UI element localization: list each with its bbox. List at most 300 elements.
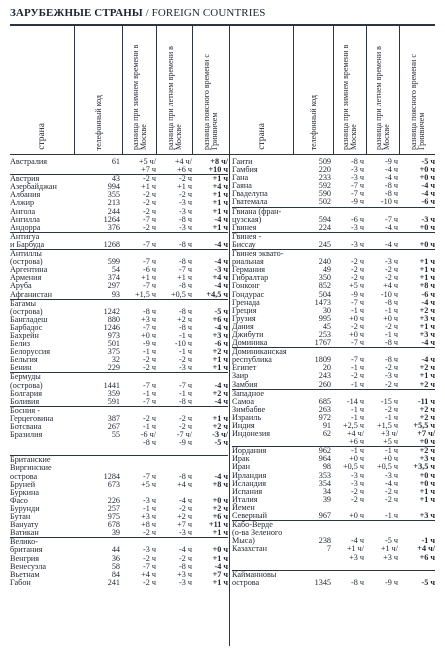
table-row	[232, 480, 435, 488]
cell-w: -7 ч	[351, 338, 364, 348]
cell-g: +1 ч	[212, 355, 228, 365]
cell-g: +1 ч	[212, 413, 228, 423]
cell-s: -2 ч	[385, 404, 398, 414]
cell-g: +5,5 ч	[413, 421, 435, 430]
cell-s: -2 ч	[179, 190, 192, 200]
cell-name: Ирландия	[232, 470, 267, 480]
cell-s: -4 ч	[179, 545, 192, 555]
cell-name: Ирак	[232, 454, 250, 464]
cell-name: Ангилла	[10, 214, 40, 224]
cell-name: Кабо-Верде	[232, 520, 273, 530]
cell-code: 233	[318, 173, 331, 183]
cell-s: -2 ч	[385, 494, 398, 504]
cell-w: -7 ч	[143, 561, 156, 571]
cell-w: +5 ч	[141, 479, 156, 489]
cell-name: Боливия	[10, 396, 40, 406]
cell-g: -4 ч	[214, 380, 228, 390]
cell-code: 591	[107, 396, 120, 406]
cell-g: +8 ч/	[210, 157, 228, 166]
cell-name: Бахрейн	[10, 330, 39, 340]
cell-g: -1 ч	[421, 536, 435, 546]
cell-w: -2 ч	[143, 577, 156, 587]
cell-w: -1 ч	[351, 412, 364, 422]
cell-s: -1 ч	[385, 305, 398, 315]
cell-name: Афганистан	[10, 289, 52, 299]
cell-s: -2 ч	[179, 553, 192, 563]
cell-code: 45	[322, 321, 331, 331]
cell-name: Италия	[232, 494, 258, 504]
cell-s: -8 ч	[385, 189, 398, 199]
title-ru: ЗАРУБЕЖНЫЕ СТРАНЫ	[10, 7, 143, 19]
cell-name: Кайманновы	[232, 569, 277, 579]
cell-code: 590	[318, 189, 331, 199]
cell-g: +0 ч	[212, 545, 228, 555]
cell-name: Антигуа	[10, 231, 40, 241]
cell-g: +4 ч	[212, 273, 228, 283]
cell-name: Западное	[232, 388, 265, 398]
cell-s: -2 ч	[179, 174, 192, 184]
table-row	[10, 579, 228, 587]
header-rule	[10, 154, 435, 155]
cell-name: Андорра	[10, 222, 41, 232]
cell-code: 852	[318, 281, 331, 291]
cell-s: -8 ч	[179, 257, 192, 267]
cell-g: +2 ч	[212, 422, 228, 431]
table-row	[10, 529, 228, 537]
cell-code: 267	[107, 422, 120, 431]
header-country-label: страна	[37, 123, 47, 150]
cell-s: -10 ч	[380, 197, 398, 207]
cell-code: 240	[318, 257, 331, 267]
cell-g: -5 ч	[214, 306, 228, 316]
cell-g: -5 ч	[421, 577, 435, 587]
cell-code: 592	[318, 181, 331, 191]
cell-name: Зимбабве	[232, 404, 266, 414]
cell-g: +6 ч	[419, 552, 435, 562]
cell-name: Гвинея -	[232, 231, 262, 241]
header-greenwich-left	[193, 26, 229, 154]
cell-name: Вьетнам	[10, 569, 40, 579]
cell-g: +1 ч	[419, 494, 435, 504]
table-row	[232, 315, 435, 323]
cell-code: 257	[107, 503, 120, 513]
cell-code: 1809	[314, 355, 331, 365]
title-en: FOREIGN COUNTRIES	[151, 7, 266, 19]
cell-code: 973	[107, 330, 120, 340]
cell-s: -2 ч	[385, 273, 398, 283]
cell-name: Гаити	[232, 157, 253, 166]
cell-name: Заир	[232, 371, 249, 381]
cell-name: Джибути	[232, 329, 264, 339]
cell-s: +7 ч	[177, 520, 192, 530]
cell-s: -8 ч	[385, 297, 398, 307]
table-row	[232, 406, 435, 414]
cell-name: Мыса)	[232, 536, 255, 546]
cell-code: 1441	[103, 380, 120, 390]
cell-name: Гибралтар	[232, 273, 269, 283]
cell-s: -3 ч	[179, 363, 192, 373]
cell-g: -6 ч	[214, 339, 228, 349]
table-row	[232, 339, 435, 347]
table-row	[10, 241, 228, 249]
cell-g: +3 ч	[419, 511, 435, 521]
cell-name: Бангладеш	[10, 314, 48, 324]
table-row	[10, 481, 228, 489]
cell-code: 1767	[314, 338, 331, 348]
cell-name: Северный	[232, 511, 268, 521]
cell-g: +8 ч	[212, 479, 228, 489]
cell-w: +0 ч	[349, 454, 364, 464]
cell-s: -3 ч	[179, 528, 192, 538]
table-row	[232, 430, 435, 438]
cell-name: Армения	[10, 273, 42, 283]
table-row	[10, 224, 228, 232]
cell-code: 30	[322, 305, 331, 315]
cell-w: -2 ч	[351, 486, 364, 496]
cell-w: -7 ч	[143, 471, 156, 481]
cell-s: +1 ч	[177, 182, 192, 192]
cell-code: 685	[318, 396, 331, 406]
cell-name: Буркина	[10, 487, 40, 497]
cell-name: Доминика	[232, 338, 268, 348]
table-row	[232, 562, 435, 570]
cell-name: Самоа	[232, 396, 255, 406]
cell-code: 49	[322, 265, 331, 275]
cell-code: 244	[107, 206, 120, 216]
cell-name: Индия	[232, 421, 255, 430]
table-row	[10, 364, 228, 372]
header-greenwich-label: разница поясного времени с Гринвичем	[408, 54, 426, 150]
cell-code: 43	[111, 174, 120, 184]
cell-s: -8 ч	[385, 338, 398, 348]
cell-s: +1 ч	[177, 273, 192, 283]
cell-g: +1 ч	[212, 174, 228, 184]
cell-w: -7 ч	[143, 257, 156, 267]
cell-s: +4 ч	[177, 479, 192, 489]
cell-name: Гваделупа	[232, 189, 268, 199]
cell-s: -2 ч	[385, 321, 398, 331]
cell-w: -8 ч	[143, 438, 156, 448]
cell-w: -1 ч	[351, 363, 364, 373]
cell-g: +2 ч	[419, 305, 435, 315]
table-row	[10, 166, 228, 174]
cell-name: риальная	[232, 257, 264, 267]
header-greenwich-label: разница поясного времени с Гринвичем	[202, 54, 219, 150]
header-winter-label: разница при зимнем времени в Москве	[341, 44, 358, 150]
header-winter-label: разница при зимнем времени в Москве	[130, 44, 148, 150]
cell-name: Казахстан	[232, 544, 268, 554]
cell-s: -2 ч	[179, 413, 192, 423]
cell-w: -3 ч	[143, 545, 156, 555]
cell-g: -4 ч	[214, 396, 228, 406]
cell-g: +1 ч	[212, 222, 228, 232]
header-country-right	[230, 26, 293, 154]
cell-w: -1 ч	[351, 404, 364, 414]
cell-name: Ангола	[10, 206, 36, 216]
table-left	[10, 158, 228, 587]
cell-code: 1345	[314, 577, 331, 587]
cell-w: -2 ч	[143, 355, 156, 365]
cell-w: -9 ч	[351, 197, 364, 207]
cell-code: 213	[107, 198, 120, 208]
cell-code: 994	[107, 182, 120, 192]
table-row	[232, 512, 435, 520]
cell-w: -3 ч	[351, 470, 364, 480]
cell-name: Иран	[232, 462, 251, 472]
cell-name: Аруба	[10, 281, 32, 291]
cell-s: -9 ч	[179, 438, 192, 448]
cell-name: Грузия	[232, 313, 256, 323]
cell-w: -2 ч	[351, 257, 364, 267]
table-row	[232, 381, 435, 389]
cell-code: 376	[107, 222, 120, 232]
cell-w: -1 ч	[351, 305, 364, 315]
cell-w: -7 ч	[351, 189, 364, 199]
cell-name: Гондурас	[232, 289, 265, 299]
cell-name: Бурунди	[10, 503, 40, 513]
cell-name: (острова)	[10, 306, 43, 316]
cell-g: +2 ч	[212, 388, 228, 398]
cell-code: 1284	[103, 471, 120, 481]
cell-w: +8 ч	[141, 520, 156, 530]
cell-name: британия	[10, 545, 43, 555]
cell-w: -7 ч	[351, 355, 364, 365]
cell-code: 673	[107, 479, 120, 489]
cell-name: Барбадос	[10, 322, 43, 332]
cell-w: -2 ч	[351, 321, 364, 331]
cell-name: Габон	[10, 577, 31, 587]
cell-g: +2 ч	[419, 412, 435, 422]
cell-g: -4 ч	[421, 189, 435, 199]
cell-name: Гвинея	[232, 222, 257, 232]
cell-g: +0 ч	[419, 437, 435, 447]
cell-s: -5 ч	[385, 536, 398, 546]
cell-w: -6 ч/	[140, 430, 156, 440]
cell-w: -3 ч	[351, 222, 364, 232]
cell-s: -4 ч	[385, 165, 398, 175]
table-row	[232, 496, 435, 504]
cell-code: 58	[111, 561, 120, 571]
cell-name: Белоруссия	[10, 347, 51, 357]
cell-w: +3 ч	[141, 512, 156, 522]
cell-g: +3,5 ч	[413, 462, 435, 472]
cell-code: 387	[107, 413, 120, 423]
table-row	[232, 207, 435, 216]
cell-name: острова	[10, 471, 38, 481]
cell-code: 253	[318, 329, 331, 339]
cell-s: -2 ч	[179, 422, 192, 431]
table-row	[10, 398, 228, 406]
cell-g: +7 ч	[212, 569, 228, 579]
cell-g: -11 ч	[417, 396, 435, 406]
cell-g: -4 ч	[214, 239, 228, 249]
cell-w: -8 ч	[143, 306, 156, 316]
cell-code: 263	[318, 404, 331, 414]
cell-w: +1 ч	[141, 273, 156, 283]
cell-w: -7 ч	[351, 297, 364, 307]
cell-code: 224	[318, 222, 331, 232]
cell-g: -6 ч	[421, 197, 435, 207]
cell-s: -8 ч	[179, 322, 192, 332]
cell-s: -1 ч	[385, 511, 398, 521]
cell-code: 260	[318, 379, 331, 389]
header-code-label: телефонный код	[93, 94, 103, 150]
cell-name: Белиз	[10, 339, 31, 349]
cell-code: 1473	[314, 297, 331, 307]
cell-w: +0 ч	[349, 329, 364, 339]
cell-w: -2 ч	[143, 206, 156, 216]
cell-g: -3 ч	[214, 265, 228, 275]
cell-w: +6 ч	[349, 437, 364, 447]
table-row	[232, 174, 435, 182]
cell-s: -7 ч	[385, 214, 398, 224]
header-summer-right	[367, 26, 399, 154]
cell-code: 967	[318, 511, 331, 521]
table-row	[10, 447, 228, 455]
table-row	[232, 241, 435, 249]
cell-name: Дания	[232, 321, 254, 331]
cell-name: Бермуды	[10, 372, 41, 382]
cell-w: +1 ч	[141, 182, 156, 192]
cell-code: 502	[318, 197, 331, 207]
cell-s: -4 ч	[385, 222, 398, 232]
cell-s: -3 ч	[385, 470, 398, 480]
cell-name: Греция	[232, 305, 257, 315]
cell-name: Испания	[232, 486, 263, 496]
cell-g: +1 ч	[419, 486, 435, 496]
cell-w: -1 ч	[143, 422, 156, 431]
table-row	[232, 529, 435, 537]
cell-name: Египет	[232, 363, 257, 373]
cell-name: Германия	[232, 265, 266, 275]
cell-name: Алжир	[10, 198, 35, 208]
cell-g: -4 ч	[214, 561, 228, 571]
cell-g: +3 ч	[419, 329, 435, 339]
cell-s: +2 ч	[177, 512, 192, 522]
cell-name: Албания	[10, 190, 41, 200]
cell-w: +1,5 ч	[134, 289, 156, 299]
cell-name: Гана	[232, 173, 249, 183]
cell-w: -2 ч	[143, 222, 156, 232]
cell-code: 55	[111, 430, 120, 440]
cell-s: -2 ч	[385, 363, 398, 373]
cell-g: +2 ч	[212, 503, 228, 513]
cell-name: Австрия	[10, 174, 40, 184]
cell-s: -1 ч	[179, 388, 192, 398]
cell-code: 1264	[103, 214, 120, 224]
header-code-right	[294, 26, 333, 154]
cell-code: 880	[107, 314, 120, 324]
cell-w: -2 ч	[351, 273, 364, 283]
cell-s: +6 ч	[177, 165, 192, 175]
cell-name: Израиль	[232, 412, 262, 422]
cell-s: -1 ч	[385, 329, 398, 339]
cell-name: цузская)	[232, 214, 262, 224]
cell-code: 1268	[103, 239, 120, 249]
table-row	[232, 291, 435, 299]
cell-name: Венгрия	[10, 553, 40, 563]
cell-name: Антиллы	[10, 249, 42, 259]
cell-s: -8 ч	[179, 396, 192, 406]
cell-w: -2 ч	[143, 363, 156, 373]
cell-name: Йемен	[232, 502, 255, 512]
cell-s: -10 ч	[174, 339, 192, 349]
cell-g: -6 ч	[421, 289, 435, 299]
cell-s: -2 ч	[385, 486, 398, 496]
cell-code: 243	[318, 371, 331, 381]
cell-s: -3 ч	[179, 222, 192, 232]
cell-w: -2 ч	[143, 553, 156, 563]
cell-code: 995	[318, 313, 331, 323]
cell-s: -9 ч	[385, 157, 398, 166]
table-row	[232, 455, 435, 463]
cell-code: 354	[318, 478, 331, 488]
cell-s: -2 ч	[385, 379, 398, 389]
cell-s: +4 ч/	[174, 157, 192, 166]
cell-s: -8 ч	[179, 306, 192, 316]
cell-code: 350	[318, 273, 331, 283]
cell-name: Гонконг	[232, 281, 260, 291]
table-row	[232, 438, 435, 446]
header-country-label: страна	[256, 123, 267, 150]
cell-s: +3 ч/	[380, 429, 398, 439]
cell-s: -8 ч	[179, 281, 192, 291]
cell-code: 20	[322, 363, 331, 373]
cell-name: Болгария	[10, 388, 43, 398]
cell-g: +0 ч	[419, 222, 435, 232]
cell-w: +5 ч	[349, 281, 364, 291]
cell-code: 594	[318, 214, 331, 224]
cell-w: -6 ч	[351, 214, 364, 224]
cell-g: +3 ч	[419, 454, 435, 464]
cell-s: +2 ч	[177, 314, 192, 324]
cell-w: -2 ч	[351, 494, 364, 504]
cell-w: -3 ч	[351, 165, 364, 175]
header-greenwich-right	[400, 26, 435, 154]
table-row	[232, 414, 435, 422]
cell-name: Британские	[10, 455, 51, 465]
cell-g: +11 ч	[208, 520, 228, 530]
cell-code: 975	[107, 512, 120, 522]
cell-w: +5 ч/	[138, 157, 156, 166]
cell-s: -4 ч	[179, 495, 192, 505]
cell-code: 36	[111, 553, 120, 563]
cell-code: 355	[107, 190, 120, 200]
cell-code: 220	[318, 165, 331, 175]
cell-w: -4 ч	[351, 536, 364, 546]
cell-code: 599	[107, 257, 120, 267]
cell-s: -10 ч	[380, 289, 398, 299]
cell-name: Ватикан	[10, 528, 39, 538]
cell-g: +1 ч	[419, 257, 435, 267]
cell-code: 972	[318, 412, 331, 422]
cell-name: Азербайджан	[10, 182, 57, 192]
cell-s: -8 ч	[179, 214, 192, 224]
cell-w: -7 ч	[143, 322, 156, 332]
cell-w: +0,5 ч	[342, 462, 364, 472]
cell-w: +3 ч	[141, 314, 156, 324]
cell-s: -1 ч	[385, 446, 398, 456]
cell-s: -4 ч	[385, 478, 398, 488]
cell-name: Бутан	[10, 512, 31, 522]
cell-g: +2 ч	[419, 363, 435, 373]
cell-g: -4 ч	[214, 214, 228, 224]
cell-g: +1 ч	[212, 577, 228, 587]
cell-g: -3 ч/	[212, 430, 228, 440]
cell-s: -3 ч	[179, 577, 192, 587]
cell-g: -4 ч	[214, 281, 228, 291]
cell-name: республика	[232, 355, 272, 365]
